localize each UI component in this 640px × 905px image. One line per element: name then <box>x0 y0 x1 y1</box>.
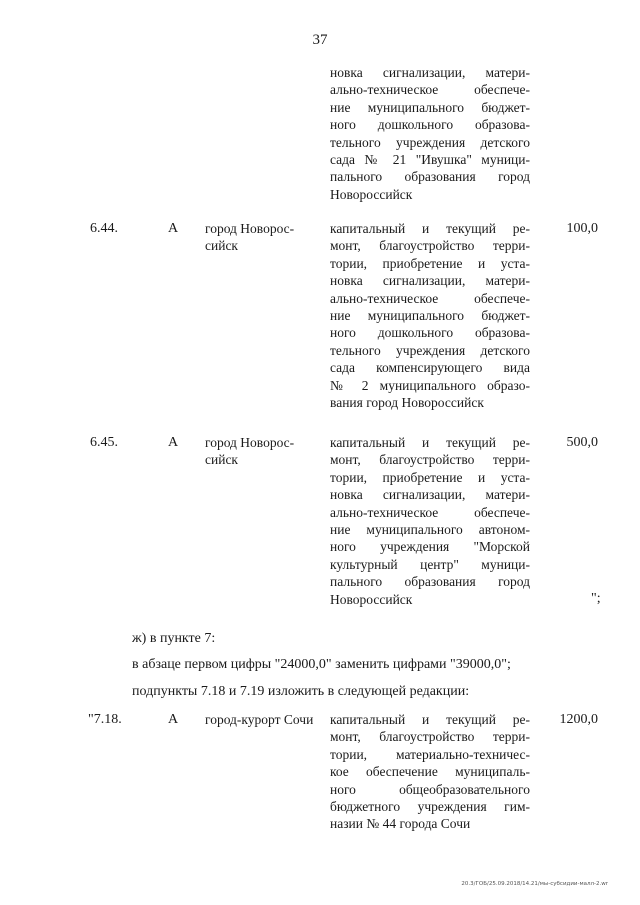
description-line: тельного учреждения детского <box>330 342 530 358</box>
description-line: вания город Новороссийск <box>330 394 484 410</box>
description-line: ально-техническое обеспече- <box>330 82 530 98</box>
row-description <box>330 220 530 411</box>
row-amount: 100,0 <box>566 221 598 236</box>
footer-file-reference: 20.3/ГОБ/25.09.2018/14.21/мы-субсидии-малл-2.wr <box>461 881 608 887</box>
description-line: тории, материально-техничес- <box>330 746 530 762</box>
description-line: сада № 21 "Ивушка" муници- <box>330 151 530 167</box>
description-line: пального образования город <box>330 169 530 185</box>
description-line: культурный центр" муници- <box>330 556 530 572</box>
page-number: 37 <box>312 32 328 48</box>
description-line: ально-техническое обеспече- <box>330 290 530 306</box>
description-line: капитальный и текущий ре- <box>330 435 530 450</box>
closing-quote: "; <box>591 591 601 606</box>
description-line: № 2 муниципального образо- <box>330 377 530 393</box>
municipality-line: сийск <box>205 452 238 468</box>
description-line: Новороссийск <box>330 186 413 202</box>
description-line: тории, приобретение и уста- <box>330 469 530 485</box>
row-number: "7.18. <box>88 712 122 727</box>
row-number: 6.45. <box>90 435 118 450</box>
description-line: кое обеспечение муниципаль- <box>330 764 530 780</box>
description-line: новка сигнализации, матери- <box>330 273 530 289</box>
description-line: сада компенсирующего вида <box>330 360 530 376</box>
row-municipality <box>205 711 325 728</box>
row-category: А <box>168 435 179 450</box>
description-line: монт, благоустройство терри- <box>330 238 530 254</box>
row-category: А <box>168 712 179 727</box>
row-number: 6.44. <box>90 221 118 236</box>
municipality-line: сийск <box>205 238 238 254</box>
municipality-line: город Новорос- <box>205 221 295 236</box>
description-line: тории, приобретение и уста- <box>330 255 530 271</box>
row-amount: 1200,0 <box>559 712 598 727</box>
row-municipality <box>205 220 305 255</box>
row-municipality <box>205 434 305 469</box>
description-line: бюджетного учреждения гим- <box>330 798 530 814</box>
row-amount: 500,0 <box>566 435 598 450</box>
description-line: монт, благоустройство терри- <box>330 729 530 745</box>
description-line: пального образования город <box>330 574 530 590</box>
description-line: новка сигнализации, матери- <box>330 487 530 503</box>
description-line: капитальный и текущий ре- <box>330 712 530 727</box>
description-line: Новороссийск <box>330 591 413 607</box>
paragraph: ж) в пункте 7: <box>132 631 216 646</box>
municipality-line: город Новорос- <box>205 435 295 450</box>
paragraph: подпункты 7.18 и 7.19 изложить в следующей редакции: <box>132 684 470 699</box>
description-line: ние муниципального бюджет- <box>330 307 530 323</box>
row-description <box>330 711 530 833</box>
paragraph: в абзаце первом цифры "24000,0" заменить цифрами "39000,0"; <box>132 657 511 672</box>
description-line: ного общеобразовательного <box>330 781 530 797</box>
row-description <box>330 434 530 608</box>
description-line: ние муниципального бюджет- <box>330 99 530 115</box>
description-line: новка сигнализации, матери- <box>330 65 530 80</box>
description-line: капитальный и текущий ре- <box>330 221 530 236</box>
description-line: ние муниципального автоном- <box>330 521 530 537</box>
description-line: ного дошкольного образова- <box>330 117 530 133</box>
description-line: тельного учреждения детского <box>330 134 530 150</box>
description-line: монт, благоустройство терри- <box>330 452 530 468</box>
description-line: ного дошкольного образова- <box>330 325 530 341</box>
description-line: ально-техническое обеспече- <box>330 504 530 520</box>
row-category: А <box>168 221 179 236</box>
description-line: назии № 44 города Сочи <box>330 816 471 832</box>
description-line: ного учреждения "Морской <box>330 539 530 555</box>
municipality-line: город-курорт Сочи <box>205 712 314 727</box>
continuation-description <box>330 64 530 203</box>
